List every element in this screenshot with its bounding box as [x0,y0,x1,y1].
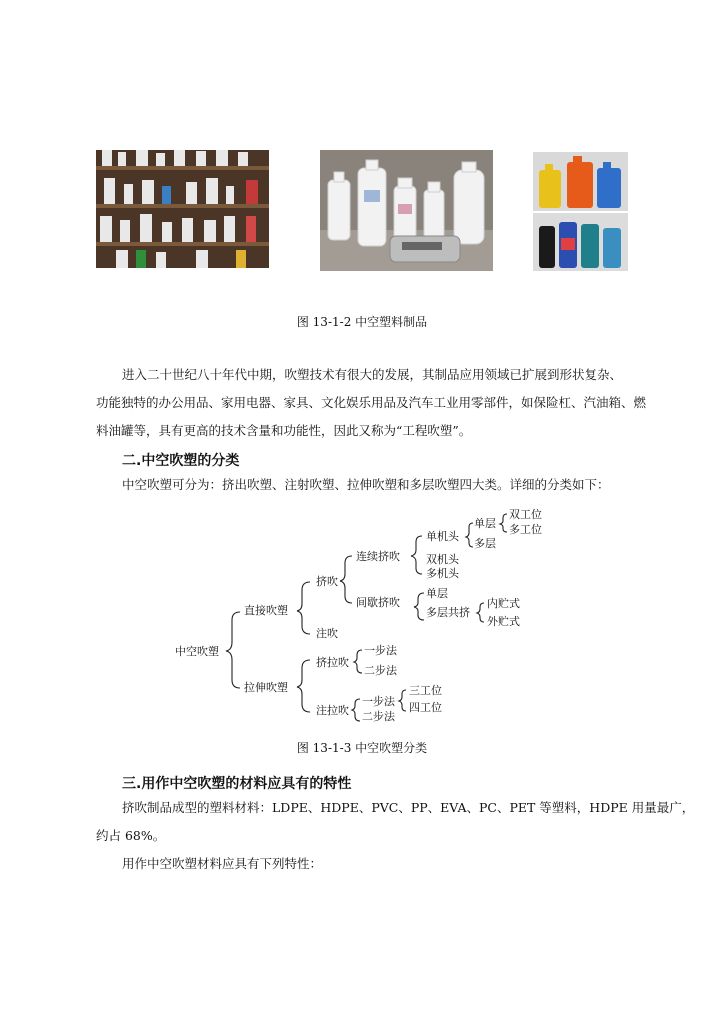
tree-node-multi-head: 多机头 [426,567,459,580]
tree-node-two-step-2: 二步法 [362,710,395,723]
tree-node-single-layer: 单层 [474,517,496,530]
intro-paragraph-line-3: 料油罐等，具有更高的技术含量和功能性，因此又称为“工程吹塑”。 [96,423,472,438]
tree-node-single-head: 单机头 [426,530,459,543]
tree-node-single-layer-2: 单层 [426,587,448,600]
tree-node-three-station: 三工位 [409,684,442,697]
tree-node-intermittent: 间歇挤吹 [356,596,400,609]
tree-node-one-step: 一步法 [364,644,397,657]
figure-caption-13-1-3: 图 13-1-3 中空吹塑分类 [296,741,428,755]
tree-node-stretch: 拉伸吹塑 [244,681,288,694]
tree-node-continuous: 连续挤吹 [356,550,400,563]
tree-node-extrusion: 挤吹 [316,575,338,588]
section-heading-materials: 三.用作中空吹塑的材料应具有的特性 [122,776,352,792]
tree-node-two-step: 二步法 [364,664,397,677]
materials-paragraph-line-3: 用作中空吹塑材料应具有下列特性： [122,856,323,871]
tree-node-double-station: 双工位 [509,508,542,521]
figure-caption-13-1-2: 图 13-1-2 中空塑料制品 [296,315,428,329]
tree-node-direct: 直接吹塑 [244,604,288,617]
tree-node-double-head: 双机头 [426,553,459,566]
tree-node-injection-stretch: 注拉吹 [316,704,349,717]
tree-node-multilayer-coex: 多层共挤 [426,606,470,619]
tree-node-internal-store: 内贮式 [487,597,520,610]
section-heading-classification: 二.中空吹塑的分类 [122,453,240,469]
intro-paragraph-line-1: 进入二十世纪八十年代中期，吹塑技术有很大的发展，其制品应用领域已扩展到形状复杂、 [122,367,623,382]
tree-node-root: 中空吹塑 [175,645,219,658]
classification-intro: 中空吹塑可分为：挤出吹塑、注射吹塑、拉伸吹塑和多层吹塑四大类。详细的分类如下： [122,477,610,492]
tree-node-multi-layer: 多层 [474,537,496,550]
intro-paragraph-line-2: 功能独特的办公用品、家用电器、家具、文化娱乐用品及汽车工业用零部件，如保险杠、汽油箱、燃 [96,395,647,410]
tree-node-external-store: 外贮式 [487,615,520,628]
tree-node-extrusion-stretch: 挤拉吹 [316,656,349,669]
materials-paragraph-line-1: 挤吹制品成型的塑料材料：LDPE、HDPE、PVC、PP、EVA、PC、PET 等塑料，HDPE 用量最广， [122,800,695,815]
tree-node-one-step-2: 一步法 [362,695,395,708]
tree-node-four-station: 四工位 [409,701,442,714]
materials-paragraph-line-2: 约占 68%。 [96,828,166,843]
tree-node-injection: 注吹 [316,627,338,640]
tree-node-multi-station: 多工位 [509,523,542,536]
